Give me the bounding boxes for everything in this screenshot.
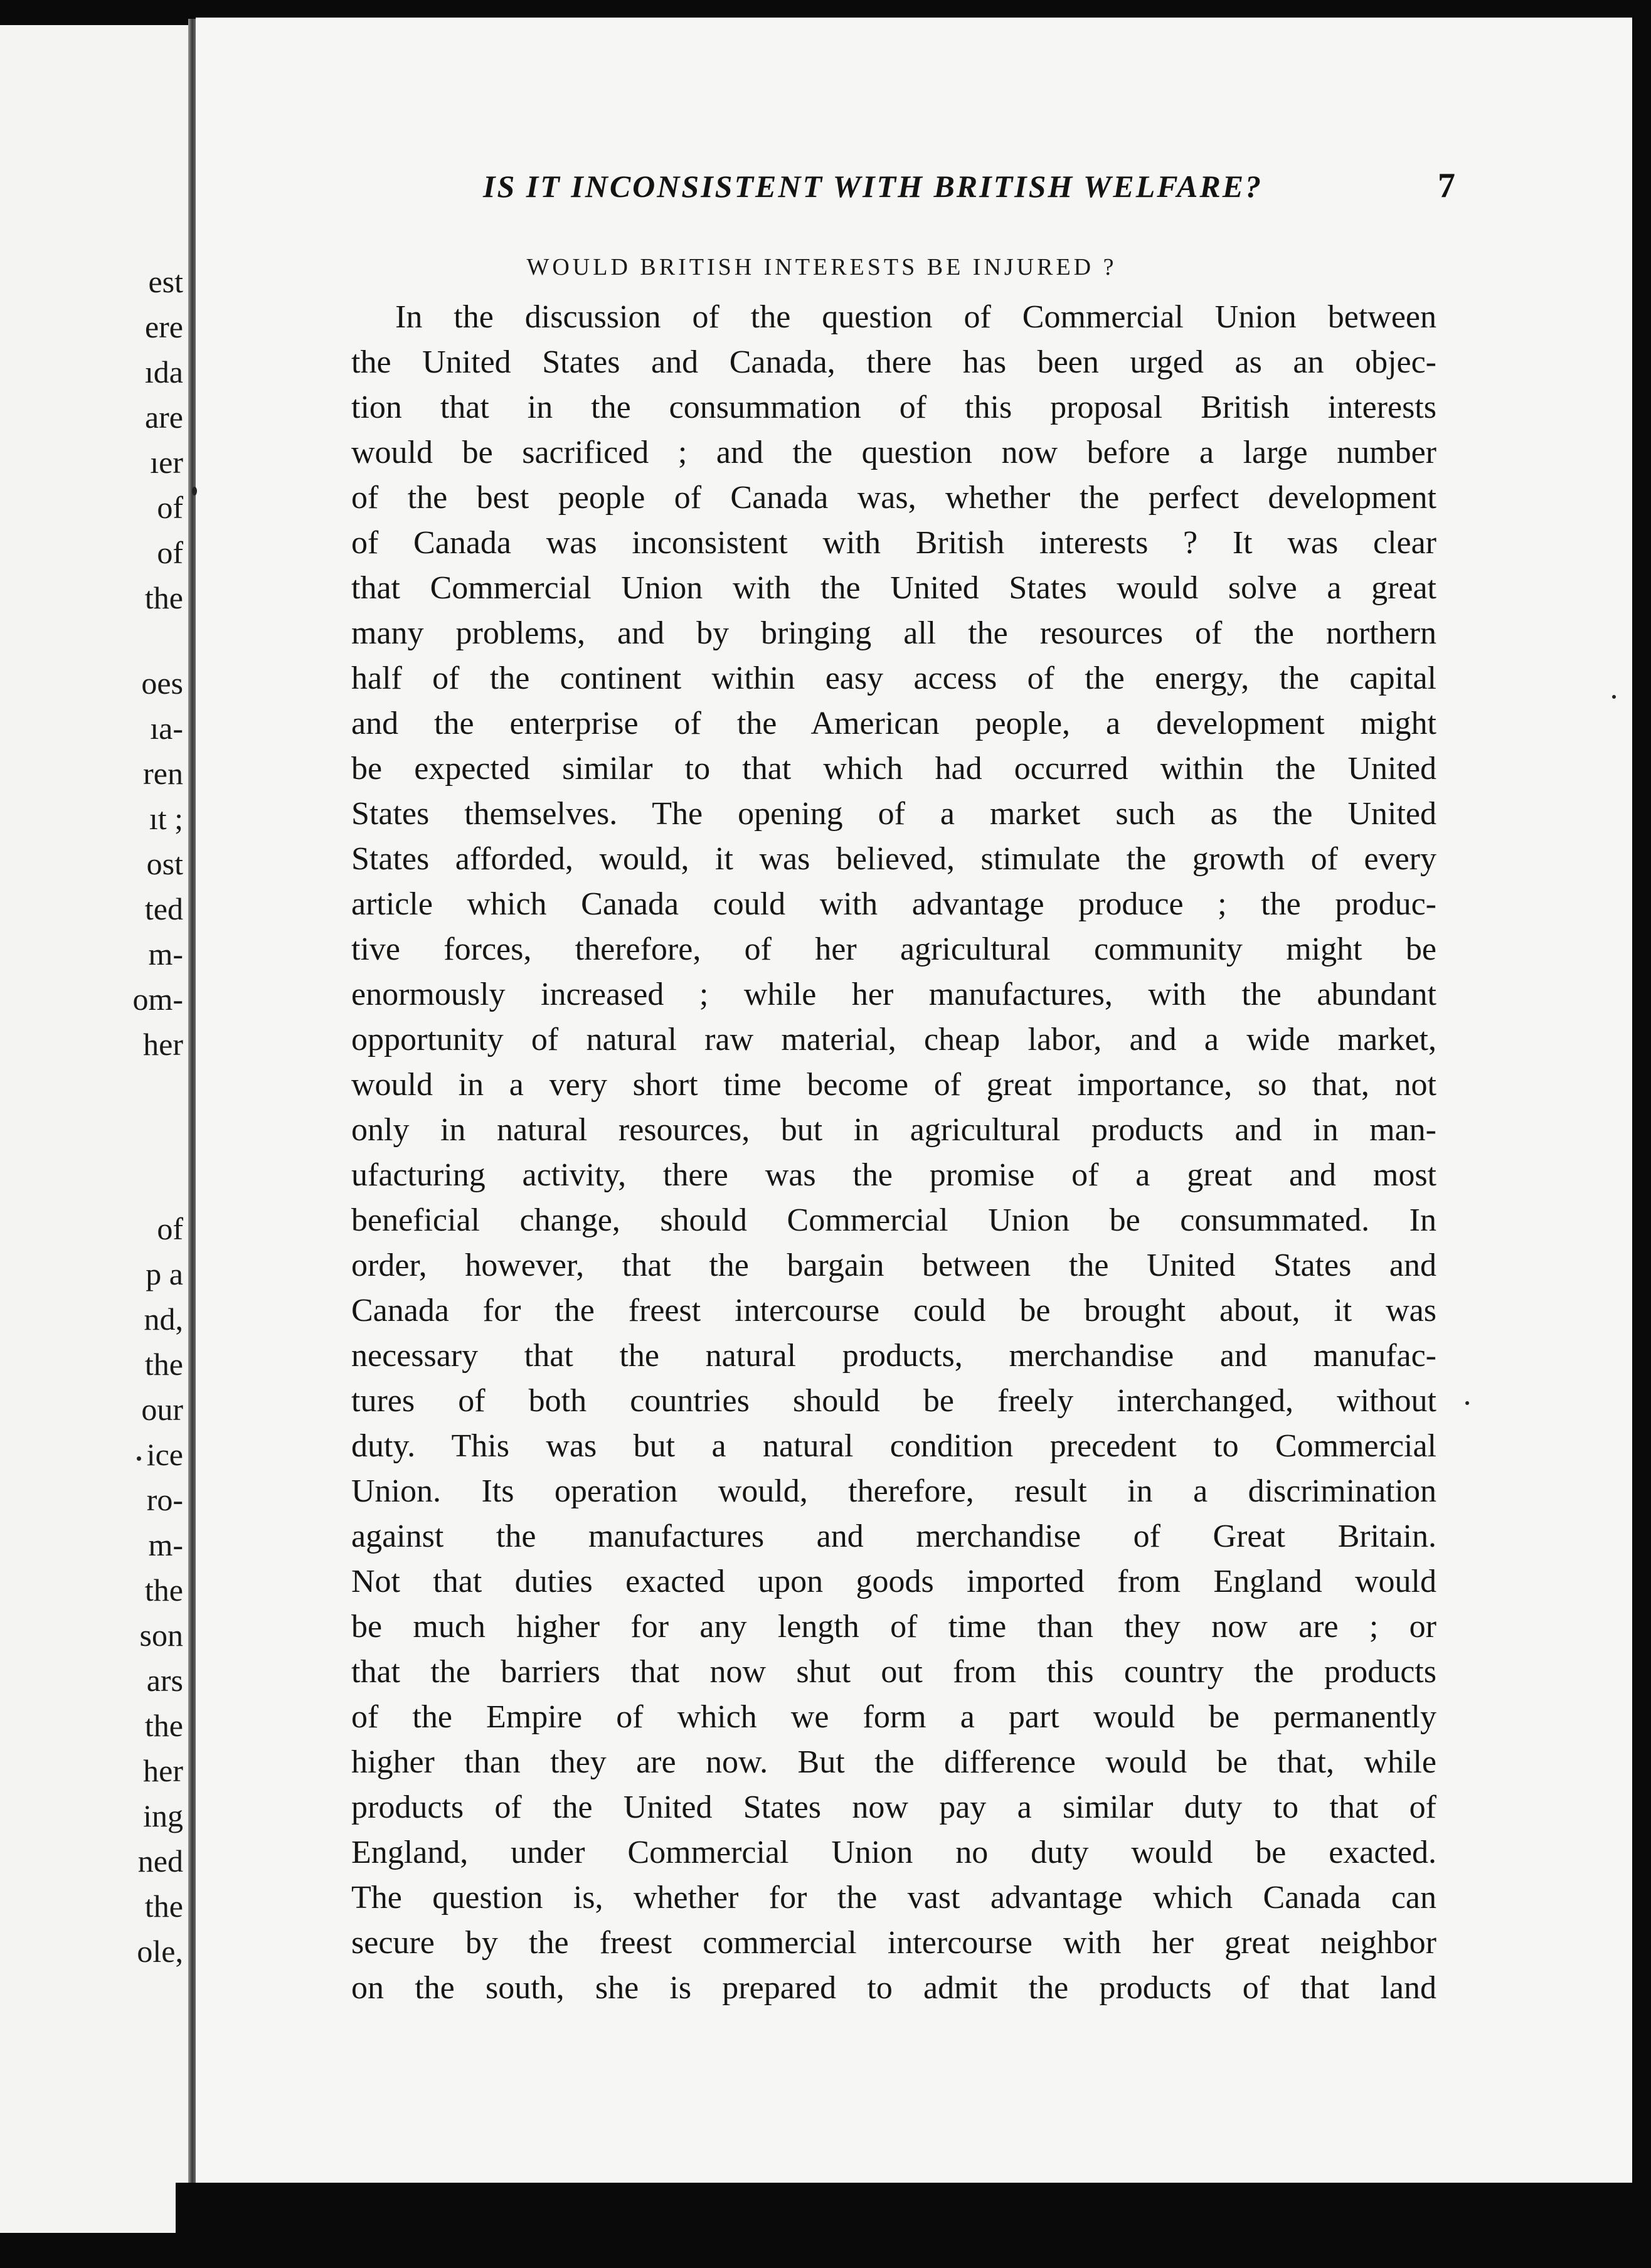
body-text-line: and the enterprise of the American people, a development might xyxy=(351,706,1436,741)
body-text-line: duty. This was but a natural condition precedent to Commercial xyxy=(351,1428,1436,1464)
facing-page-line-fragment: ıda xyxy=(144,354,183,389)
body-text-line: England, under Commercial Union no duty would be exacted. xyxy=(351,1835,1436,1870)
body-text-line: opportunity of natural raw material, cheap labor, and a wide market, xyxy=(351,1022,1436,1057)
body-text xyxy=(351,295,1436,2011)
body-text-line: on the south, she is prepared to admit the products of that land xyxy=(351,1970,1436,2006)
body-text-line: of Canada was inconsistent with British interests ? It was clear xyxy=(351,525,1436,561)
body-text-line: The question is, whether for the vast advantage which Canada can xyxy=(351,1880,1436,1916)
facing-page-line-fragment: ars xyxy=(146,1663,183,1698)
body-text-line: that Commercial Union with the United States would solve a great xyxy=(351,570,1436,606)
body-text-line: secure by the freest commercial intercourse with her great neighbor xyxy=(351,1925,1436,1961)
body-text-line: the United States and Canada, there has been urged as an objec- xyxy=(351,344,1436,380)
facing-page-line-fragment: son xyxy=(139,1618,183,1653)
body-text-line: States themselves. The opening of a market such as the United xyxy=(351,796,1436,832)
body-text-line: enormously increased ; while her manufactures, with the abundant xyxy=(351,977,1436,1012)
body-text-line: higher than they are now. But the difference would be that, while xyxy=(351,1744,1436,1780)
body-text-line: be much higher for any length of time than they now are ; or xyxy=(351,1609,1436,1645)
section-heading: WOULD BRITISH INTERESTS BE INJURED ? xyxy=(526,254,1117,280)
body-text-line: tion that in the consummation of this proposal British interests xyxy=(351,389,1436,425)
body-text-line: products of the United States now pay a similar duty to that of xyxy=(351,1789,1436,1825)
body-text-line: beneficial change, should Commercial Union be consummated. In xyxy=(351,1202,1436,1238)
body-text-line: that the barriers that now shut out from this country the products xyxy=(351,1654,1436,1690)
body-text-line: half of the continent within easy access of the energy, the capital xyxy=(351,660,1436,696)
body-text-line: Union. Its operation would, therefore, result in a discrimination xyxy=(351,1473,1436,1509)
facing-page-line-fragment: m- xyxy=(148,1527,183,1562)
body-text-line: against the manufactures and merchandise of Great Britain. xyxy=(351,1518,1436,1554)
facing-page-line-fragment: p a xyxy=(146,1256,183,1291)
body-text-line: order, however, that the bargain between the United States and xyxy=(351,1248,1436,1283)
facing-page-line-fragment: the xyxy=(144,1708,183,1743)
facing-page-line-fragment: ice xyxy=(146,1437,183,1472)
scan-speck xyxy=(137,1456,141,1461)
body-text-line: only in natural resources, but in agricultural products and in man- xyxy=(351,1112,1436,1148)
facing-page-line-fragment: the xyxy=(144,1347,183,1382)
scan-speck xyxy=(1465,1401,1469,1405)
facing-page-line-fragment: our xyxy=(141,1392,183,1427)
running-title: IS IT INCONSISTENT WITH BRITISH WELFARE? xyxy=(483,169,1263,204)
scan-speck xyxy=(1612,695,1616,699)
facing-page-line-fragment: est xyxy=(148,264,183,299)
facing-page-line-fragment: of xyxy=(157,490,183,525)
body-text-line: of the Empire of which we form a part would be permanently xyxy=(351,1699,1436,1735)
body-text-line: tures of both countries should be freely interchanged, without xyxy=(351,1383,1436,1419)
facing-page-line-fragment: ıa- xyxy=(150,711,183,746)
body-text-line: tive forces, therefore, of her agricultural community might be xyxy=(351,931,1436,967)
body-text-line: article which Canada could with advantage produce ; the produc- xyxy=(351,886,1436,922)
facing-page-line-fragment: ıer xyxy=(150,445,183,480)
facing-page-line-fragment: her xyxy=(143,1027,183,1062)
facing-page-line-fragment: the xyxy=(144,1889,183,1924)
scan-speck xyxy=(192,487,197,495)
scan-bottom-border xyxy=(176,2183,1651,2268)
facing-page-line-fragment: ted xyxy=(144,891,183,926)
body-text-line: necessary that the natural products, merchandise and manufac- xyxy=(351,1338,1436,1374)
body-text-line: be expected similar to that which had occurred within the United xyxy=(351,751,1436,787)
body-text-line: Canada for the freest intercourse could be brought about, it was xyxy=(351,1293,1436,1328)
facing-page-fragment xyxy=(0,25,192,2233)
facing-page-line-fragment: are xyxy=(144,400,183,435)
body-text-line: would be sacrificed ; and the question now before a large number xyxy=(351,435,1436,470)
facing-page-line-fragment: ren xyxy=(143,756,183,791)
facing-page-line-fragment: the xyxy=(144,580,183,615)
body-text-line: States afforded, would, it was believed, stimulate the growth of every xyxy=(351,841,1436,877)
body-text-line: of the best people of Canada was, whether the perfect development xyxy=(351,480,1436,516)
facing-page-line-fragment: the xyxy=(144,1572,183,1608)
facing-page-line-fragment: ing xyxy=(143,1798,183,1833)
body-text-line: many problems, and by bringing all the resources of the northern xyxy=(351,615,1436,651)
facing-page-line-fragment: m- xyxy=(148,936,183,972)
body-text-line: would in a very short time become of great importance, so that, not xyxy=(351,1067,1436,1103)
facing-page-line-fragment: ned xyxy=(137,1843,183,1879)
body-text-line: ufacturing activity, there was the promise of a great and most xyxy=(351,1157,1436,1193)
facing-page-line-fragment: of xyxy=(157,1211,183,1246)
body-text-line: Not that duties exacted upon goods imported from England would xyxy=(351,1564,1436,1599)
facing-page-line-fragment: oes xyxy=(141,665,183,701)
page-number: 7 xyxy=(1438,166,1455,205)
facing-page-line-fragment: nd, xyxy=(144,1301,183,1337)
body-text-line: In the discussion of the question of Commercial Union between xyxy=(395,299,1436,335)
facing-page-line-fragment: om- xyxy=(132,982,183,1017)
facing-page-line-fragment: ost xyxy=(146,846,183,881)
facing-page-line-fragment: ere xyxy=(144,309,183,344)
facing-page-line-fragment: ro- xyxy=(146,1482,183,1517)
running-head xyxy=(295,168,1455,212)
facing-page-line-fragment: of xyxy=(157,535,183,570)
facing-page-line-fragment: her xyxy=(143,1753,183,1788)
facing-page-line-fragment: ıt ; xyxy=(149,801,183,836)
facing-page-line-fragment: ole, xyxy=(137,1934,183,1969)
